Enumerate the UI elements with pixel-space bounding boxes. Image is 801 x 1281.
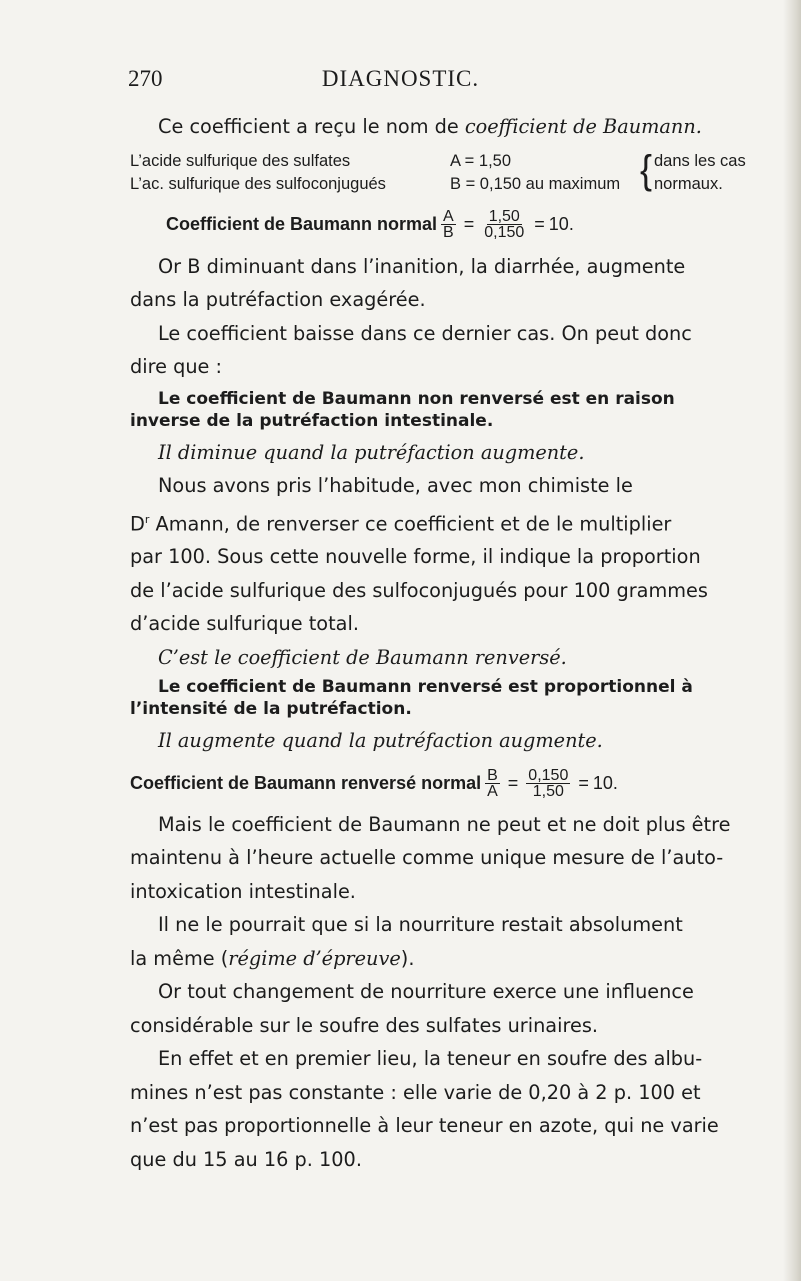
- table-note-2: normaux.: [654, 174, 723, 193]
- table-note-1: dans les cas: [654, 151, 746, 170]
- italic-statement-2: C’est le coefficient de Baumann renversé.: [158, 645, 567, 669]
- formula-result: 10.: [592, 773, 618, 794]
- italic-span: régime d’épreuve: [228, 946, 401, 970]
- fraction-values: [526, 768, 570, 799]
- formula-label: Coefficient de Baumann renversé normal: [130, 773, 482, 794]
- equals-sign: =: [534, 213, 545, 234]
- page-number: 270: [128, 66, 163, 91]
- fraction-numerator: 1,50: [488, 208, 520, 225]
- italic-statement-3: Il augmente quand la putréfaction augmente.: [158, 729, 603, 753]
- paragraph-8-line: mines n’est pas constante : elle varie de 0,20 à 2 p. 100 et: [130, 1080, 701, 1104]
- paragraph-3-line: Le coefficient baisse dans ce dernier cas. On peut donc: [158, 321, 692, 345]
- paragraph-5-line: maintenu à l’heure actuelle comme unique mesure de l’auto-: [130, 846, 724, 870]
- equals-sign: =: [463, 213, 475, 234]
- text-span: D: [130, 511, 145, 535]
- equals-sign: =: [578, 773, 589, 794]
- paragraph-5-line: intoxication intestinale.: [130, 879, 356, 903]
- paragraph-4-line: [130, 503, 762, 541]
- page-header: [0, 66, 801, 96]
- paragraph-6-line: Il ne le pourrait que si la nourriture restait absolument: [158, 913, 683, 937]
- bold-line: Le coefficient de Baumann non renversé est en raison: [158, 388, 675, 409]
- fraction-denominator: B: [443, 224, 454, 241]
- formula-reversed: [130, 760, 762, 808]
- page-edge-shadow: [783, 0, 801, 1281]
- table-row-label: L’acide sulfurique des sulfates: [130, 151, 351, 170]
- fraction-denominator: 1,50: [532, 783, 564, 801]
- paragraph-1: [130, 110, 762, 144]
- fraction-numerator: 0,150: [528, 767, 569, 785]
- paragraph-8-line: n’est pas proportionnelle à leur teneur en azote, qui ne varie: [130, 1114, 719, 1138]
- text-span: Amann, de renverser ce coefficient et de le multiplier: [149, 511, 672, 535]
- bold-line: Le coefficient de Baumann renversé est proportionnel à: [158, 677, 693, 698]
- paragraph-2-line: dans la putréfaction exagérée.: [130, 288, 426, 311]
- formula-result: 10.: [548, 213, 574, 234]
- paragraph-8-line: En effet et en premier lieu, la teneur en soufre des albu-: [158, 1047, 703, 1071]
- paragraph-5-line: Mais le coefficient de Baumann ne peut et ne doit plus être: [158, 812, 731, 836]
- paragraph-1-text: Ce coefficient a reçu le nom de: [158, 115, 465, 138]
- sulfate-values-table: [130, 146, 762, 196]
- paragraph-4-line: de l’acide sulfurique des sulfoconjugués pour 100 grammes: [130, 578, 708, 602]
- fraction-numerator: A: [443, 208, 454, 225]
- fraction-denominator: A: [487, 783, 498, 801]
- bold-line: inverse de la putréfaction intestinale.: [130, 410, 494, 431]
- bold-statement-1: [130, 388, 762, 432]
- italic-statement-1: Il diminue quand la putréfaction augmente.: [158, 440, 585, 464]
- formula-label: Coefficient de Baumann normal: [166, 213, 438, 234]
- table-row-value: A = 1,50: [450, 151, 512, 170]
- fraction-denominator: 0,150: [484, 224, 525, 241]
- bold-statement-2: [130, 676, 762, 720]
- paragraph-7-line: Or tout changement de nourriture exerce une influence: [158, 980, 694, 1004]
- curly-brace: {: [640, 146, 653, 192]
- fraction-values: [482, 209, 526, 240]
- equals-sign: =: [507, 773, 519, 794]
- fraction-numerator: B: [487, 767, 498, 785]
- fraction-b-over-a: [485, 768, 500, 799]
- superscript: r: [144, 512, 150, 526]
- paragraph-2-line: Or B diminuant dans l’inanition, la diarrhée, augmente: [158, 254, 686, 278]
- running-title: DIAGNOSTIC.: [321, 66, 480, 91]
- formula-normal: [166, 200, 762, 250]
- fraction-a-over-b: [441, 209, 456, 240]
- text-span: ).: [400, 946, 415, 970]
- bold-line: l’intensité de la putréfaction.: [130, 699, 412, 720]
- paragraph-8-line: que du 15 au 16 p. 100.: [130, 1147, 362, 1171]
- paragraph-3-line: dire que :: [130, 355, 223, 378]
- page-body: [130, 110, 762, 1176]
- table-row-value: B = 0,150 au maximum: [450, 174, 621, 193]
- paragraph-7-line: considérable sur le soufre des sulfates urinaires.: [130, 1013, 599, 1037]
- paragraph-4-line: d’acide sulfurique total.: [130, 612, 359, 636]
- table-row-label: L’ac. sulfurique des sulfoconjugués: [130, 174, 386, 193]
- paragraph-6-line: [130, 942, 762, 976]
- paragraph-1-italic: coefficient de Baumann.: [464, 115, 702, 138]
- text-span: la même (: [130, 946, 229, 970]
- paragraph-4-line: Nous avons pris l’habitude, avec mon chimiste le: [158, 474, 633, 497]
- paragraph-4-line: par 100. Sous cette nouvelle forme, il indique la proportion: [130, 545, 701, 569]
